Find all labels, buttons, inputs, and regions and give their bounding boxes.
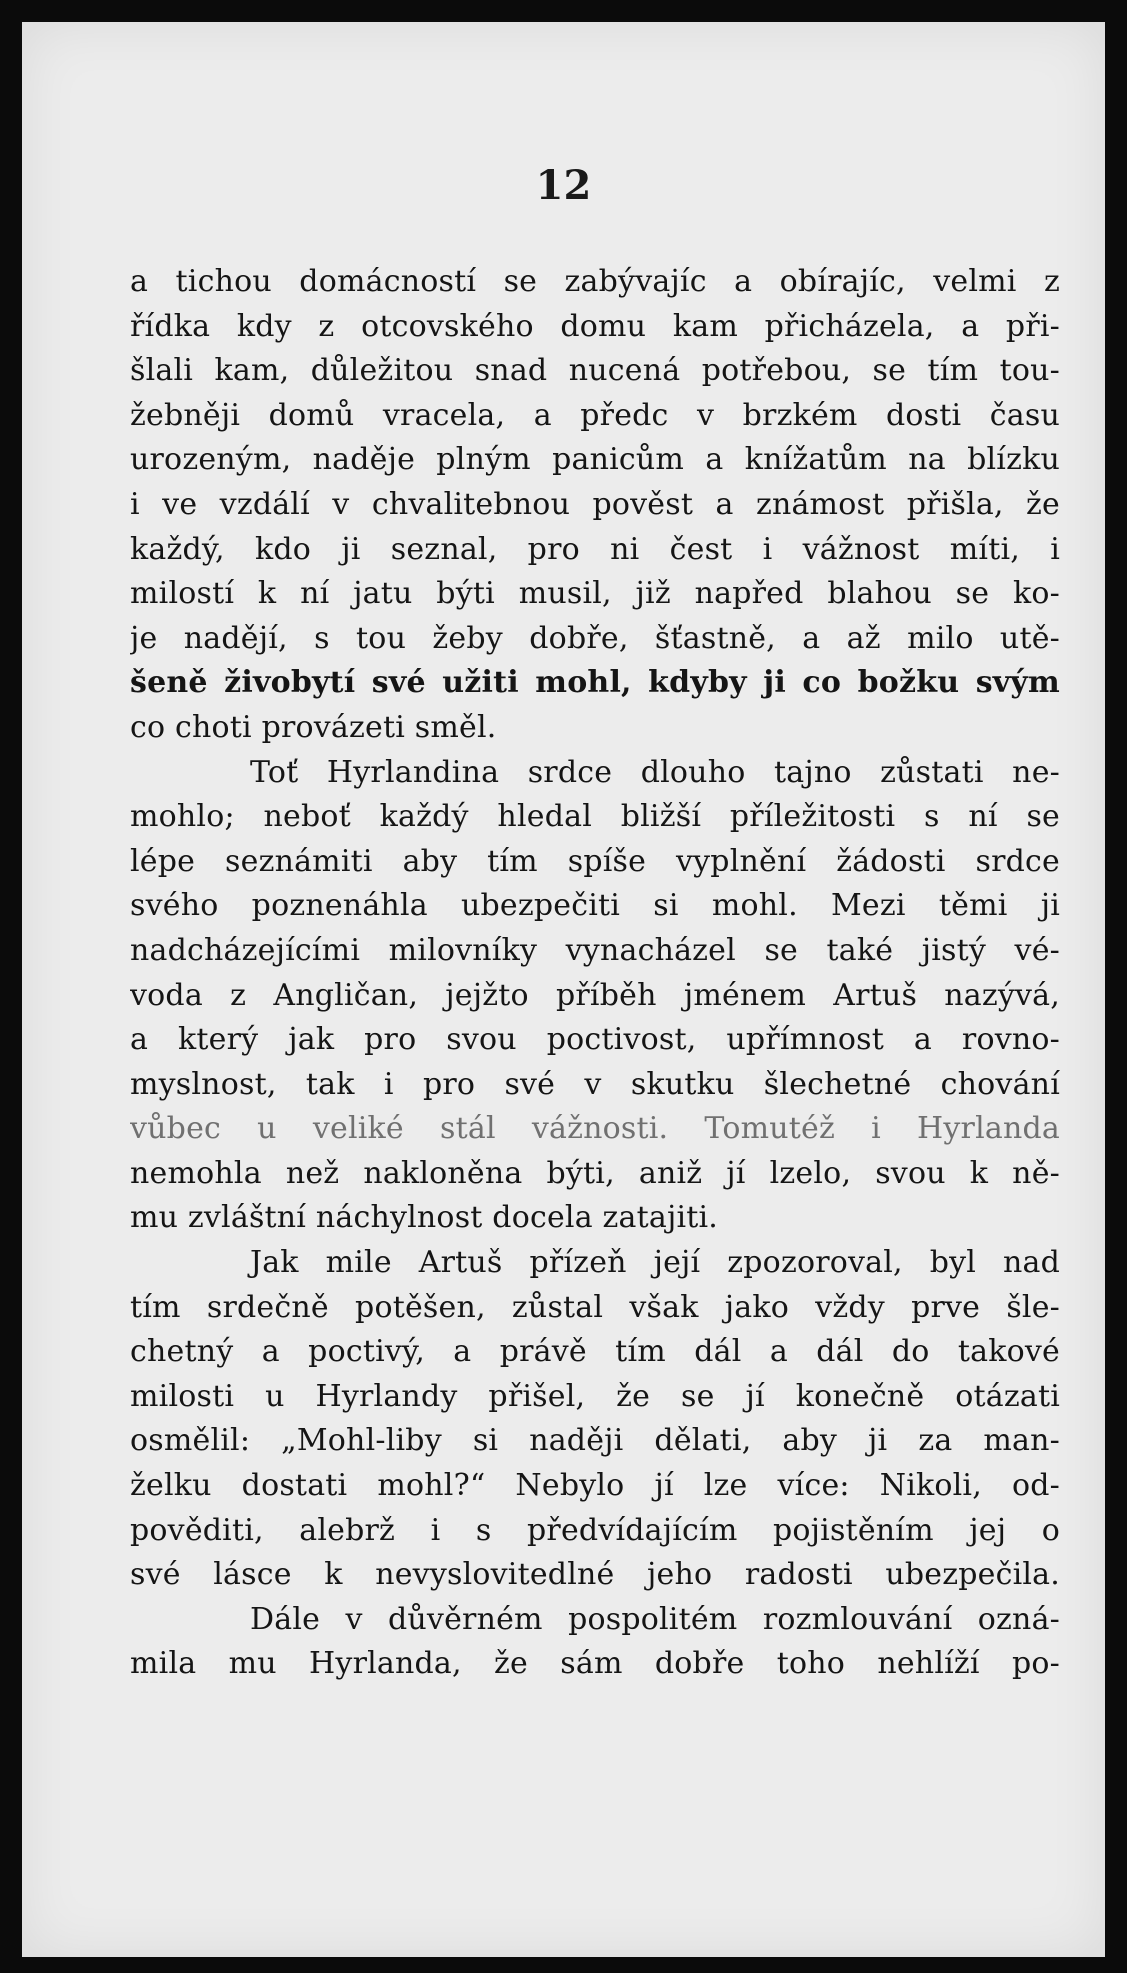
text-line: mu zvláštní náchylnost docela zatajiti. [130, 1200, 719, 1236]
text-line: urozeným, naděje plným panicům a knížatům na blízku [130, 442, 1060, 478]
text-line: žebněji domů vracela, a předc v brzkém dosti času [130, 397, 1060, 433]
text-line: voda z Angličan, jejžto příběh jménem Artuš nazývá, [130, 977, 1060, 1013]
text-line: je nadějí, s tou žeby dobře, šťastně, a až milo utě- [130, 620, 1060, 656]
text-line: osmělil: „Mohl-liby si naději dělati, aby ji za man- [130, 1423, 1060, 1459]
text-line: a tichou domácností se zabývajíc a obírajíc, velmi z [130, 264, 1060, 299]
text-line: pověditi, alebrž i s předvídajícím pojistěním jej o [130, 1512, 1060, 1548]
text-line: milosti u Hyrlandy přišel, že se jí konečně otázati [130, 1378, 1060, 1414]
text-line: co choti provázeti směl. [130, 709, 497, 745]
text-line: své lásce k nevyslovitedlné jeho radosti ubezpečila. [130, 1557, 1060, 1593]
text-line: mohlo; neboť každý hledal bližší příležitosti s ní se [130, 799, 1060, 835]
text-line: želku dostati mohl?“ Nebylo jí lze více: Nikoli, od- [130, 1468, 1060, 1504]
text-line: šeně živobytí své užiti mohl, kdyby ji co božku svým [130, 665, 1060, 701]
text-line: nadcházejícími milovníky vynacházel se také jistý vé- [130, 932, 1060, 968]
text-line: myslnost, tak i pro své v skutku šlechetné chování [130, 1066, 1060, 1102]
text-line: každý, kdo ji seznal, pro ni čest i vážnost míti, i [130, 531, 1060, 567]
page-number: 12 [535, 162, 592, 209]
text-line: šlali kam, důležitou snad nucená potřebou, se tím tou- [130, 353, 1060, 389]
text-line: i ve vzdálí v chvalitebnou pověst a známost přišla, že [130, 486, 1060, 522]
text-line: mila mu Hyrlanda, že sám dobře toho nehlíží po- [130, 1646, 1060, 1682]
text-line: řídka kdy z otcovského domu kam přicházela, a při- [130, 308, 1060, 344]
text-line: vůbec u veliké stál vážnosti. Tomutéž i Hyrlanda [130, 1111, 1060, 1147]
page-text [130, 260, 1060, 1687]
text-line: chetný a poctivý, a právě tím dál a dál do takové [130, 1334, 1060, 1370]
text-line: Jak mile Artuš přízeň její zpozoroval, byl nad [250, 1245, 1060, 1281]
text-line: a který jak pro svou poctivost, upřímnost a rovno- [130, 1022, 1060, 1058]
text-line: milostí k ní jatu býti musil, již napřed blahou se ko- [130, 576, 1060, 612]
text-line: lépe seznámiti aby tím spíše vyplnění žádosti srdce [130, 843, 1060, 879]
book-page [22, 22, 1105, 1957]
text-line: nemohla než nakloněna býti, aniž jí lzelo, svou k ně- [130, 1155, 1060, 1191]
text-line: svého poznenáhla ubezpečiti si mohl. Mezi těmi ji [130, 888, 1060, 924]
text-line: tím srdečně potěšen, zůstal však jako vždy prve šle- [130, 1289, 1060, 1325]
text-line: Toť Hyrlandina srdce dlouho tajno zůstati ne- [250, 754, 1060, 790]
text-line: Dále v důvěrném pospolitém rozmlouvání ozná- [250, 1601, 1060, 1637]
